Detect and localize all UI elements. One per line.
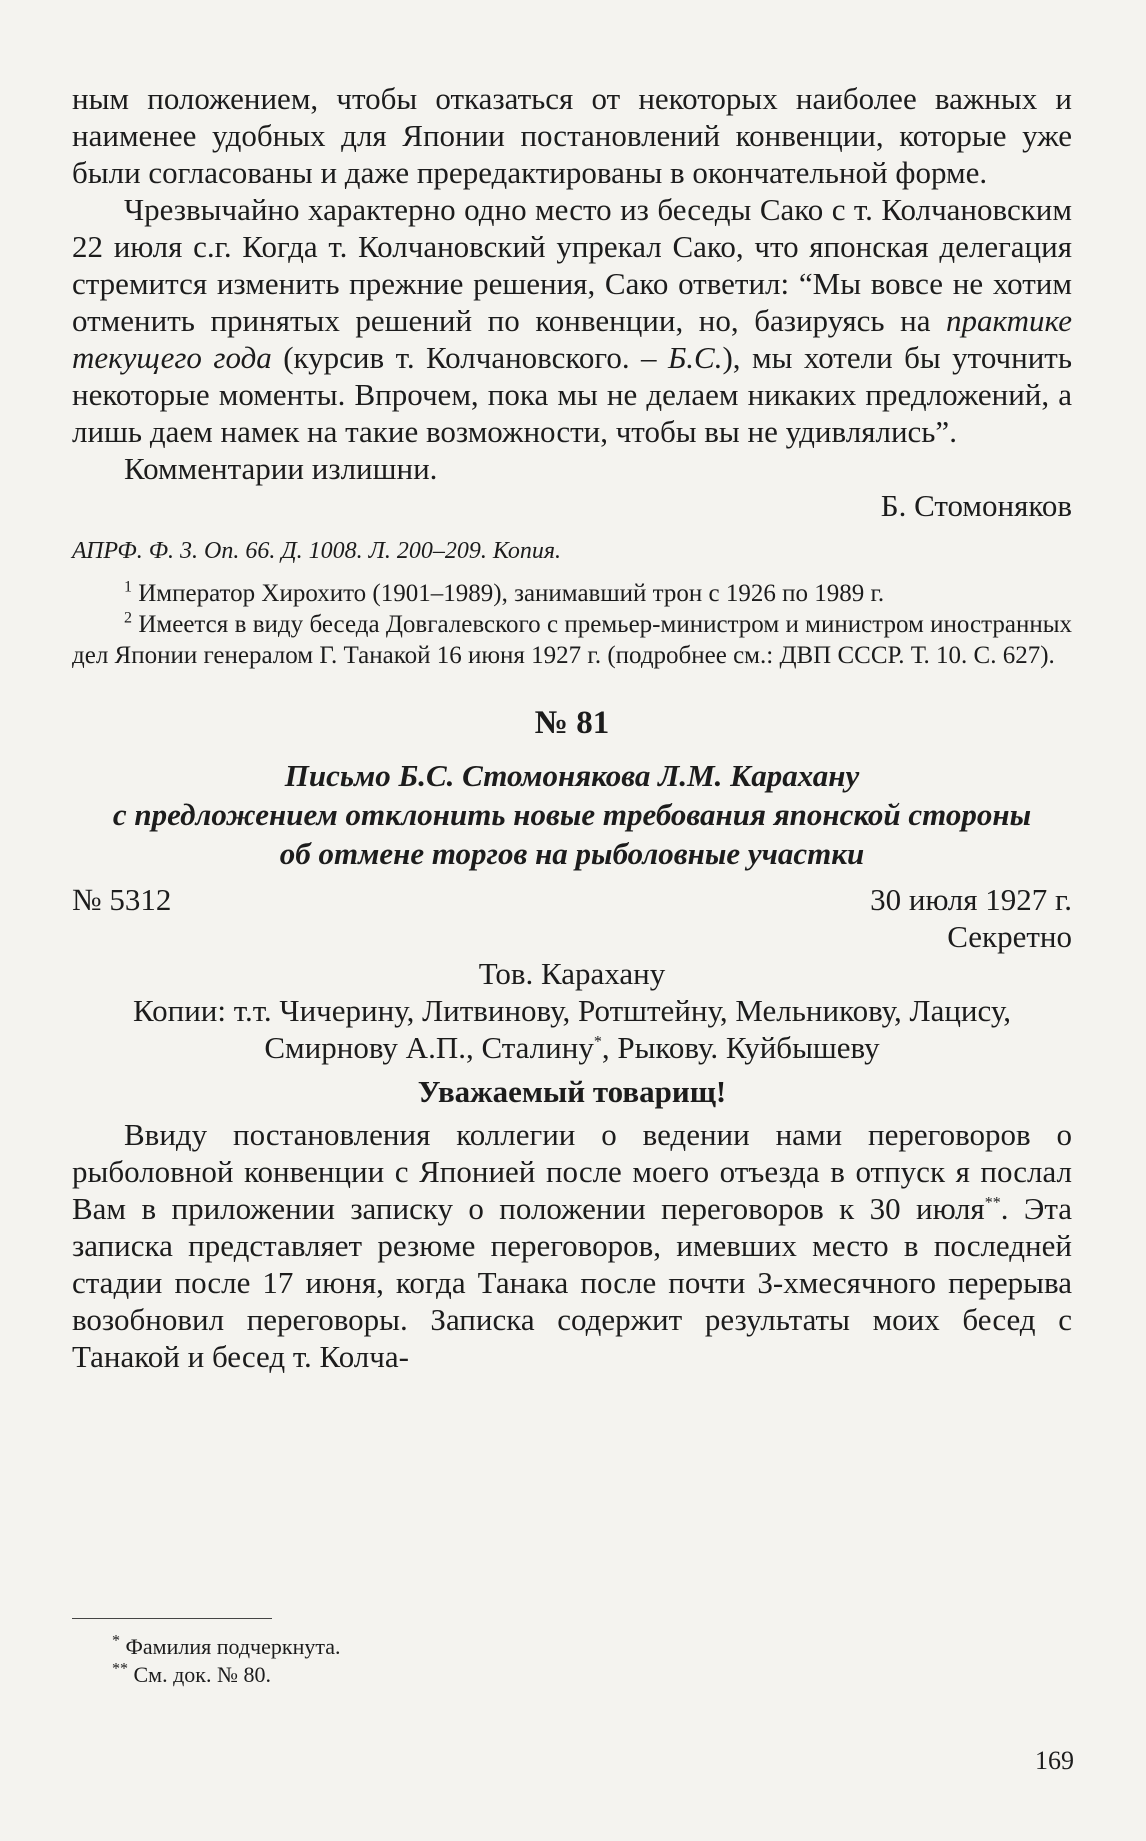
text-run: Чрезвычайно характерно одно место из беседы Сако с т. Колчановским 22 июля с.г. Когда т. Колчановский упрекал Сако, что японская делегация стремится изменить прежние решения, Сако ответил: “Мы вовсе не хотим отменить принятых решений по конвенции, но, базируясь на (72, 192, 1072, 338)
footnote-mark: ** (112, 1660, 128, 1678)
registration-number: № 5312 (72, 882, 172, 917)
addressee: Тов. Карахану (478, 956, 666, 991)
italic-run: Б.С. (667, 340, 723, 375)
salutation: Уважаемый товарищ! (417, 1074, 727, 1109)
paragraph-comment: Комментарии излишни. (124, 451, 438, 486)
footnote-text: Имеется в виду беседа Довгалевского с премьер-министром и министром иностранных дел Японии генералом Г. Танакой 16 июня 1927 г. (подробнее см.: ДВП СССР. Т. 10. С. 627). (72, 611, 1072, 669)
footnote-mark: 1 (124, 578, 132, 596)
registration-row (72, 881, 1072, 918)
text-run: (курсив т. Колчановского. – (271, 340, 668, 375)
footnote (72, 1661, 1072, 1689)
footnote (72, 1633, 1072, 1661)
page-footnotes (72, 1618, 1072, 1689)
page-content (72, 80, 1072, 1375)
title-line: с предложением отклонить новые требования японской стороны (112, 797, 1032, 832)
copies-line: Копии: т.т. Чичерину, Литвинову, Ротштейну, Мельникову, Лацису, (132, 993, 1012, 1028)
archive-reference: АПРФ. Ф. 3. Оп. 66. Д. 1008. Л. 200–209. Копия. (72, 538, 562, 564)
footnote-divider (72, 1618, 272, 1619)
paragraph-continuation: ным положением, чтобы отказаться от некоторых наиболее важных и наименее удобных для Японии постановлений конвенции, которые уже были согласованы и даже прередактированы в окончательной форме. (72, 81, 1072, 190)
footnote-mark: ** (984, 1194, 1001, 1212)
text-run: Ввиду постановления коллегии о ведении нами переговоров о рыболовной конвенции с Японией после моего отъезда в отпуск я послал Вам в приложении записку о положении переговоров к 30 июля (72, 1117, 1072, 1226)
footnote-text: Император Хирохито (1901–1989), занимавший трон с 1926 по 1989 г. (138, 580, 885, 607)
title-line: об отмене торгов на рыболовные участки (279, 836, 865, 871)
page-number: 169 (1035, 1746, 1074, 1775)
italic-run: практике текущего года (72, 303, 1072, 375)
footnotes (72, 578, 1072, 671)
text-run: Смирнову А.П., Сталину (264, 1030, 594, 1065)
text-run: ), мы хотели бы уточнить некоторые моменты. Впрочем, пока мы не делаем никаких предложений, а лишь даем намек на такие возможности, чтобы вы не удивлялись”. (72, 340, 1072, 449)
signature: Б. Стомоняков (880, 488, 1072, 523)
text-run: , Рыкову. Куйбышеву (601, 1030, 880, 1065)
footnote-mark: * (593, 1033, 602, 1051)
footnote-mark: * (112, 1632, 120, 1650)
letter-body (72, 1116, 1072, 1375)
paragraph-quote (72, 191, 1072, 450)
title-line: Письмо Б.С. Стомонякова Л.М. Карахану (284, 758, 860, 793)
document-number: № 81 (534, 705, 610, 741)
document-date: 30 июля 1927 г. (870, 882, 1072, 917)
copies-line (72, 1029, 1072, 1066)
footnote-text: См. док. № 80. (133, 1662, 271, 1687)
footnote (72, 609, 1072, 671)
footnote (72, 578, 1072, 609)
text-run: . Эта записка представляет резюме переговоров, имевших место в последней стадии после 17 июня, когда Танака после почти 3-хмесячного перерыва возобновил переговоры. Записка содержит результаты моих бесед с Танакой и бесед т. Колча- (72, 1191, 1073, 1374)
document-title (72, 756, 1072, 873)
footnote-text: Фамилия подчеркнута. (125, 1634, 341, 1659)
footnote-mark: 2 (124, 609, 132, 627)
secrecy-mark: Секретно (947, 919, 1072, 954)
